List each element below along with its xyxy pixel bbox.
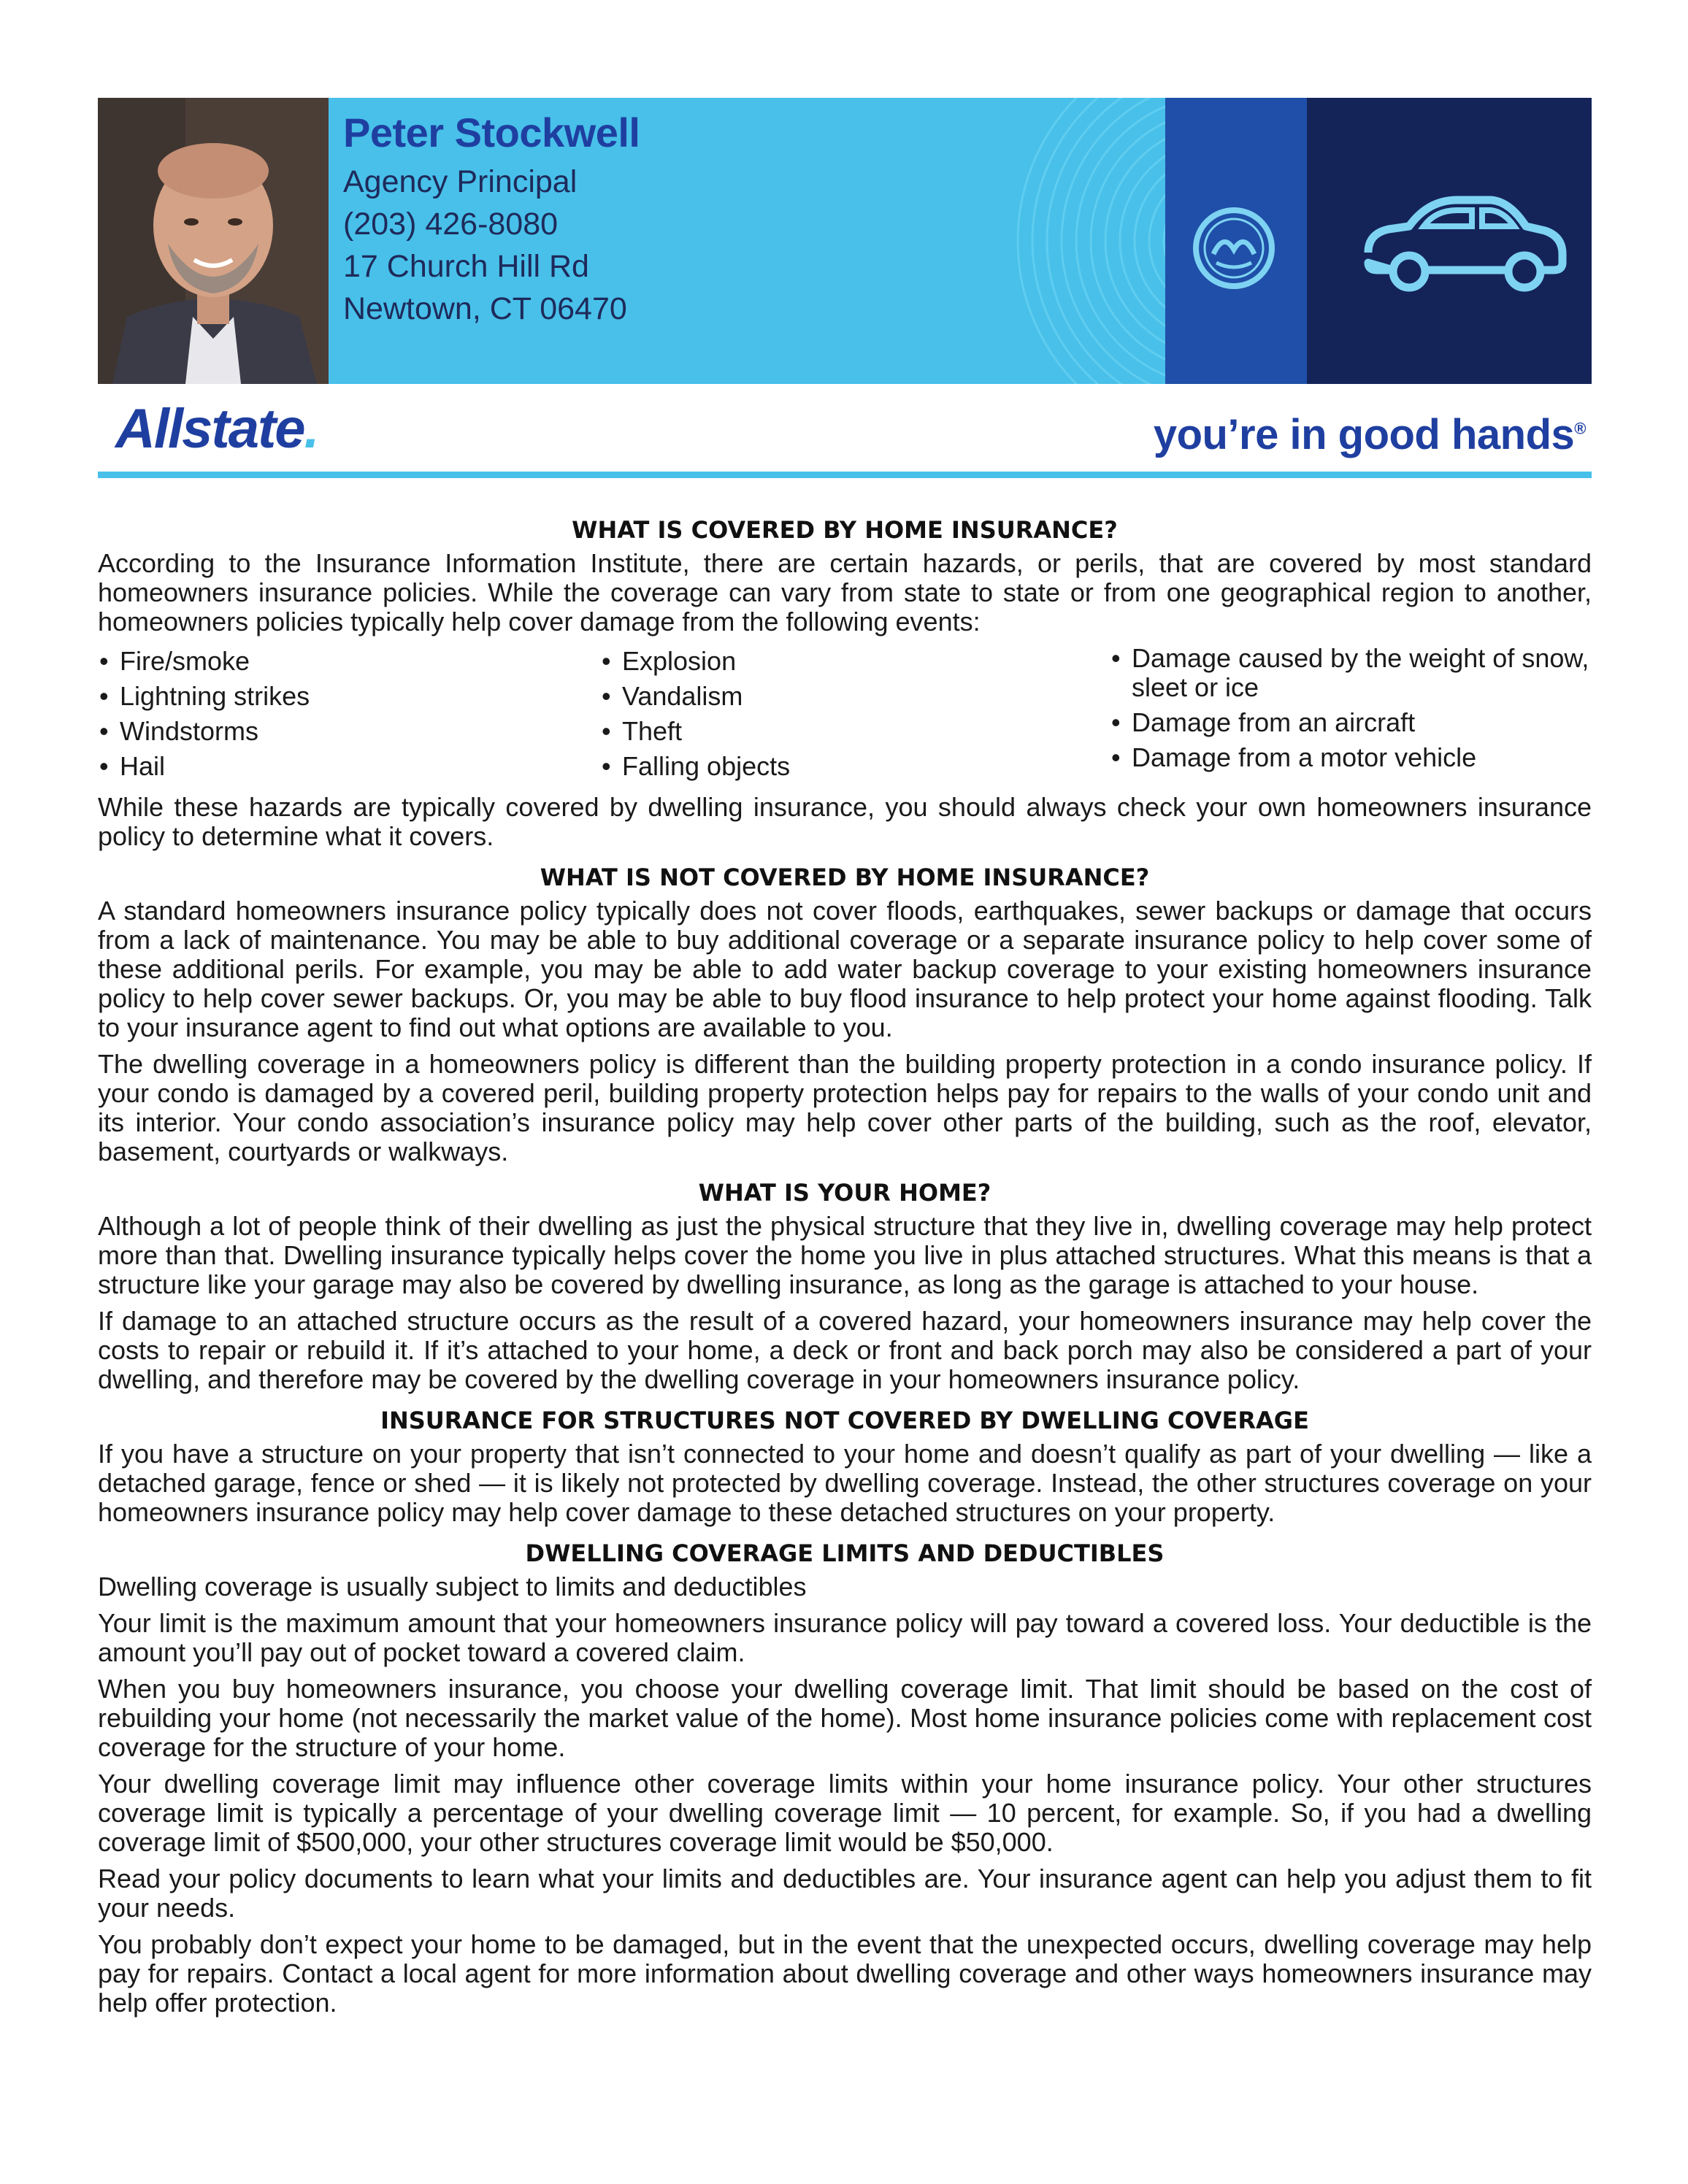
perils-column-2 xyxy=(600,644,1104,784)
list-item: • Damage from an aircraft xyxy=(1110,708,1592,737)
auto-panel xyxy=(1307,98,1592,384)
agent-banner xyxy=(98,98,1592,384)
brand-dot: . xyxy=(304,398,318,460)
list-item: • Windstorms xyxy=(98,714,594,749)
allstate-mark-panel xyxy=(1165,98,1307,384)
list-item: • Vandalism xyxy=(600,679,1104,714)
list-item: • Theft xyxy=(600,714,1104,749)
tagline-text: you’re in good hands xyxy=(1153,411,1575,458)
heading-structures: INSURANCE FOR STRUCTURES NOT COVERED BY DWELLING COVERAGE xyxy=(380,1407,1309,1434)
allstate-logo xyxy=(115,397,318,461)
limits-p5: Read your policy documents to learn what your limits and deductibles are. Your insurance agent can help you adjust them to fit your needs. xyxy=(98,1864,1592,1923)
perils-column-1 xyxy=(98,644,594,784)
list-item: • Falling objects xyxy=(600,749,1104,784)
heading-your-home: WHAT IS YOUR HOME? xyxy=(698,1179,991,1207)
agent-street: 17 Church Hill Rd xyxy=(343,249,589,284)
list-item: • Lightning strikes xyxy=(98,679,594,714)
list-item: • Explosion xyxy=(600,644,1104,679)
article-body xyxy=(98,511,1592,2025)
limits-p1: Dwelling coverage is usually subject to limits and deductibles xyxy=(98,1572,807,1602)
allstate-hands-icon xyxy=(1165,98,1307,384)
list-item: • Damage from a motor vehicle xyxy=(1110,743,1592,772)
your-home-p2: If damage to an attached structure occurs as the result of a covered hazard, your homeowners insurance may help cover the costs to repair or rebuild it. If it’s attached to your home, a deck or front and back porch may also be considered a part of your dwelling, and therefore may be covered by the dwelling coverage in your homeowners insurance policy. xyxy=(98,1306,1592,1394)
structures-p1: If you have a structure on your property that isn’t connected to your home and doesn’t qualify as part of your dwelling — like a detached garage, fence or shed — it is likely not protected by dwelling coverage. Instead, the other structures coverage on your homeowners insurance policy may help cover damage to these detached structures on your property. xyxy=(98,1439,1592,1527)
limits-p3: When you buy homeowners insurance, you choose your dwelling coverage limit. That limit should be based on the cost of rebuilding your home (not necessarily the market value of the home). Most home insurance policies come with replacement cost coverage for the structure of your home. xyxy=(98,1674,1592,1762)
perils-column-3 xyxy=(1110,644,1592,784)
not-covered-p2: The dwelling coverage in a homeowners policy is different than the building property protection in a condo insurance policy. If your condo is damaged by a covered peril, building property protection helps pay for repairs to the walls of your condo unit and its interior. Your condo association’s insurance policy may help cover other parts of the building, such as the roof, elevator, basement, courtyards or walkways. xyxy=(98,1049,1592,1166)
agent-contact xyxy=(343,105,640,330)
limits-p2: Your limit is the maximum amount that your homeowners insurance policy will pay toward a covered loss. Your deductible is the amount you’ll pay out of pocket toward a covered claim. xyxy=(98,1608,1592,1667)
agent-title: Agency Principal xyxy=(343,164,578,199)
covered-outro: While these hazards are typically covered by dwelling insurance, you should always check your own homeowners insurance policy to determine what it covers. xyxy=(98,792,1592,851)
agent-name: Peter Stockwell xyxy=(343,109,640,155)
brand-row xyxy=(98,394,1592,474)
covered-intro: According to the Insurance Information Institute, there are certain hazards, or perils, that are covered by most standard homeowners insurance policies. While the coverage can vary from state to state or from one geographical region to another, homeowners policies typically help cover damage from the following events: xyxy=(98,548,1592,637)
header-rule xyxy=(98,472,1592,478)
heading-covered: WHAT IS COVERED BY HOME INSURANCE? xyxy=(572,516,1118,544)
agent-city: Newtown, CT 06470 xyxy=(343,291,627,326)
your-home-p1: Although a lot of people think of their dwelling as just the physical structure that they live in, dwelling coverage may help protect more than that. Dwelling insurance typically helps cover the home you live in plus attached structures. What this means is that a structure like your garage may also be covered by dwelling insurance, as long as the garage is attached to your house. xyxy=(98,1211,1592,1299)
car-icon xyxy=(1307,98,1592,384)
heading-not-covered: WHAT IS NOT COVERED BY HOME INSURANCE? xyxy=(540,864,1150,891)
list-item: • Fire/smoke xyxy=(98,644,594,679)
agent-phone[interactable]: (203) 426-8080 xyxy=(343,207,559,242)
agent-photo xyxy=(98,98,329,384)
perils-list xyxy=(98,644,1592,784)
limits-p6: You probably don’t expect your home to be damaged, but in the event that the unexpected occurs, dwelling coverage may help pay for repairs. Contact a local agent for more information about dwelling coverage and other ways homeowners insurance may help offer protection. xyxy=(98,1929,1592,2018)
tagline xyxy=(1154,410,1586,459)
list-item: • Hail xyxy=(98,749,594,784)
not-covered-p1: A standard homeowners insurance policy typically does not cover floods, earthquakes, sewer backups or damage that occurs from a lack of maintenance. You may be able to buy additional coverage or a separate insurance policy to help cover some of these additional perils. For example, you may be able to add water backup coverage to your existing homeowners insurance policy to help cover sewer backups. Or, you may be able to buy flood insurance to help protect your home against flooding. Talk to your insurance agent to find out what options are available to you. xyxy=(98,896,1592,1042)
limits-p4: Your dwelling coverage limit may influence other coverage limits within your home insurance policy. Your other structures coverage limit is typically a percentage of your dwelling coverage limit — 10 percent, for example. So, if you had a dwelling coverage limit of $500,000, your other structures coverage limit would be $50,000. xyxy=(98,1769,1592,1857)
heading-limits: DWELLING COVERAGE LIMITS AND DEDUCTIBLES xyxy=(525,1539,1165,1567)
registered-mark: ® xyxy=(1574,419,1586,438)
list-item: • Damage caused by the weight of snow, sleet or ice xyxy=(1110,644,1592,702)
ripple-pattern xyxy=(930,98,1178,384)
brand-name: Allstate xyxy=(115,398,304,460)
